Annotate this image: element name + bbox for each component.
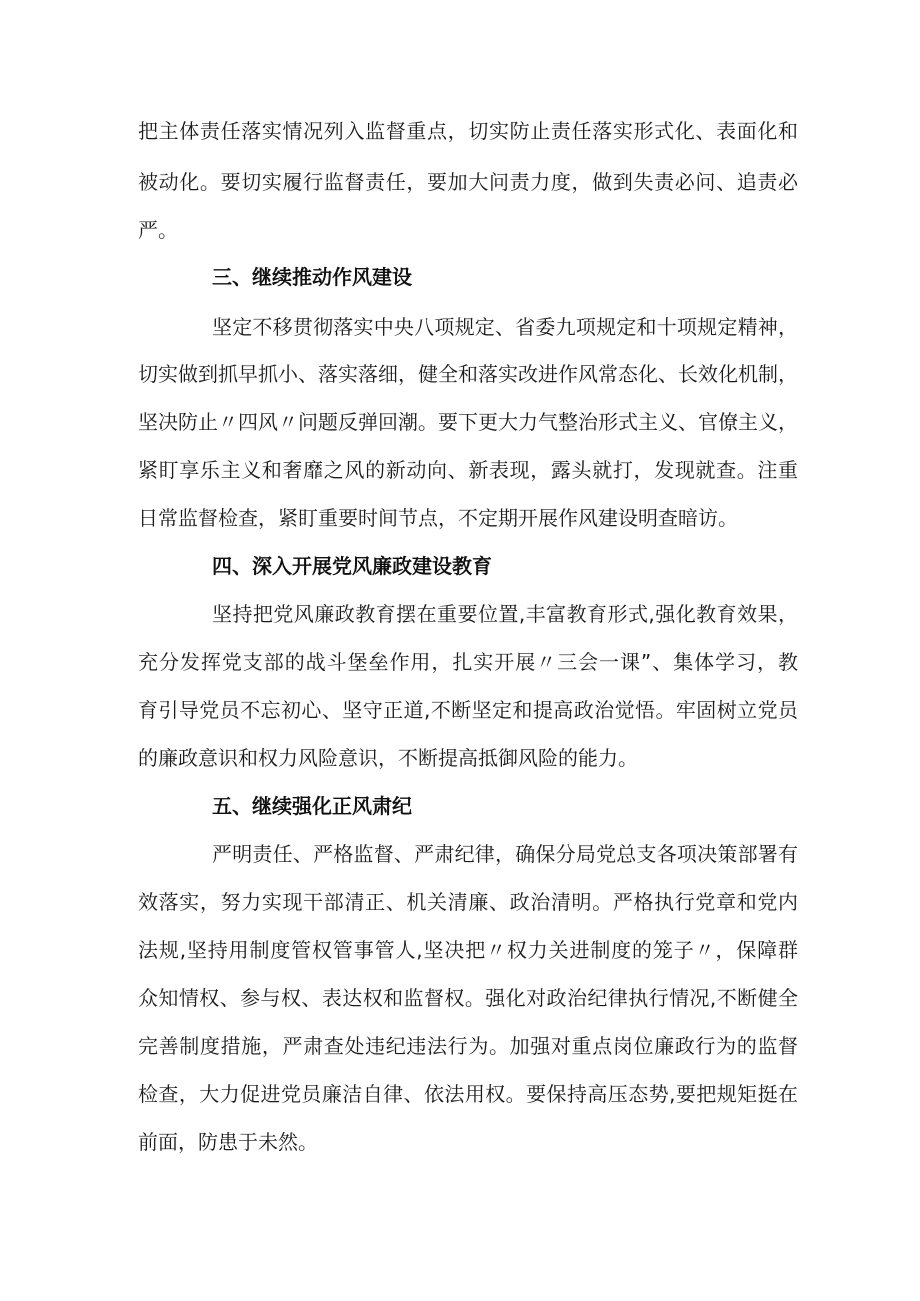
paragraph-line: 育引导党员不忘初心、坚守正道,不断坚定和提高政治觉悟。牢固树立党员 <box>138 698 798 722</box>
paragraph-line: 检查，大力促进党员廉洁自律、依法用权。要保持高压态势,要把规矩挺在 <box>138 1082 798 1106</box>
paragraph-line: 的廉政意识和权力风险意识，不断提高抵御风险的能力。 <box>138 746 638 770</box>
paragraph-line: 效落实，努力实现干部清正、机关清廉、政治清明。严格执行党章和党内 <box>138 890 798 914</box>
paragraph-line: 把主体责任落实情况列入监督重点，切实防止责任落实形式化、表面化和 <box>138 119 798 143</box>
paragraph-line: 日常监督检查，紧盯重要时间节点，不定期开展作风建设明查暗访。 <box>138 506 738 530</box>
paragraph-line: 切实做到抓早抓小、落实落细，健全和落实改进作风常态化、长效化机制， <box>138 362 798 386</box>
paragraph-line: 充分发挥党支部的战斗堡垒作用，扎实开展〃三会一课”、集体学习，教 <box>138 650 798 674</box>
section-heading-5: 五、继续强化正风肃纪 <box>212 794 412 818</box>
paragraph-line: 紧盯享乐主义和奢靡之风的新动向、新表现，露头就打，发现就查。注重 <box>138 458 798 482</box>
paragraph-line: 众知情权、参与权、表达权和监督权。强化对政治纪律执行情况,不断健全 <box>138 986 798 1010</box>
paragraph-line: 坚定不移贯彻落实中央八项规定、省委九项规定和十项规定精神， <box>212 315 798 339</box>
section-heading-4: 四、深入开展党风廉政建设教育 <box>212 554 492 578</box>
paragraph-line: 完善制度措施，严肃查处违纪违法行为。加强对重点岗位廉政行为的监督 <box>138 1034 798 1058</box>
section-heading-3: 三、继续推动作风建设 <box>212 265 412 289</box>
paragraph-line: 前面，防患于未然。 <box>138 1130 318 1154</box>
paragraph-line: 被动化。要切实履行监督责任，要加大问责力度，做到失责必问、追责必 <box>138 170 798 194</box>
paragraph-line: 严明责任、严格监督、严肃纪律，确保分局党总支各项决策部署有 <box>212 842 798 866</box>
paragraph-line: 严。 <box>138 218 178 242</box>
paragraph-line: 坚决防止〃四风〃问题反弹回潮。要下更大力气整治形式主义、官僚主义， <box>138 410 798 434</box>
paragraph-line: 法规,坚持用制度管权管事管人,坚决把〃权力关进制度的笼子〃，保障群 <box>138 938 798 962</box>
paragraph-line: 坚持把党风廉政教育摆在重要位置,丰富教育形式,强化教育效果， <box>212 602 798 626</box>
